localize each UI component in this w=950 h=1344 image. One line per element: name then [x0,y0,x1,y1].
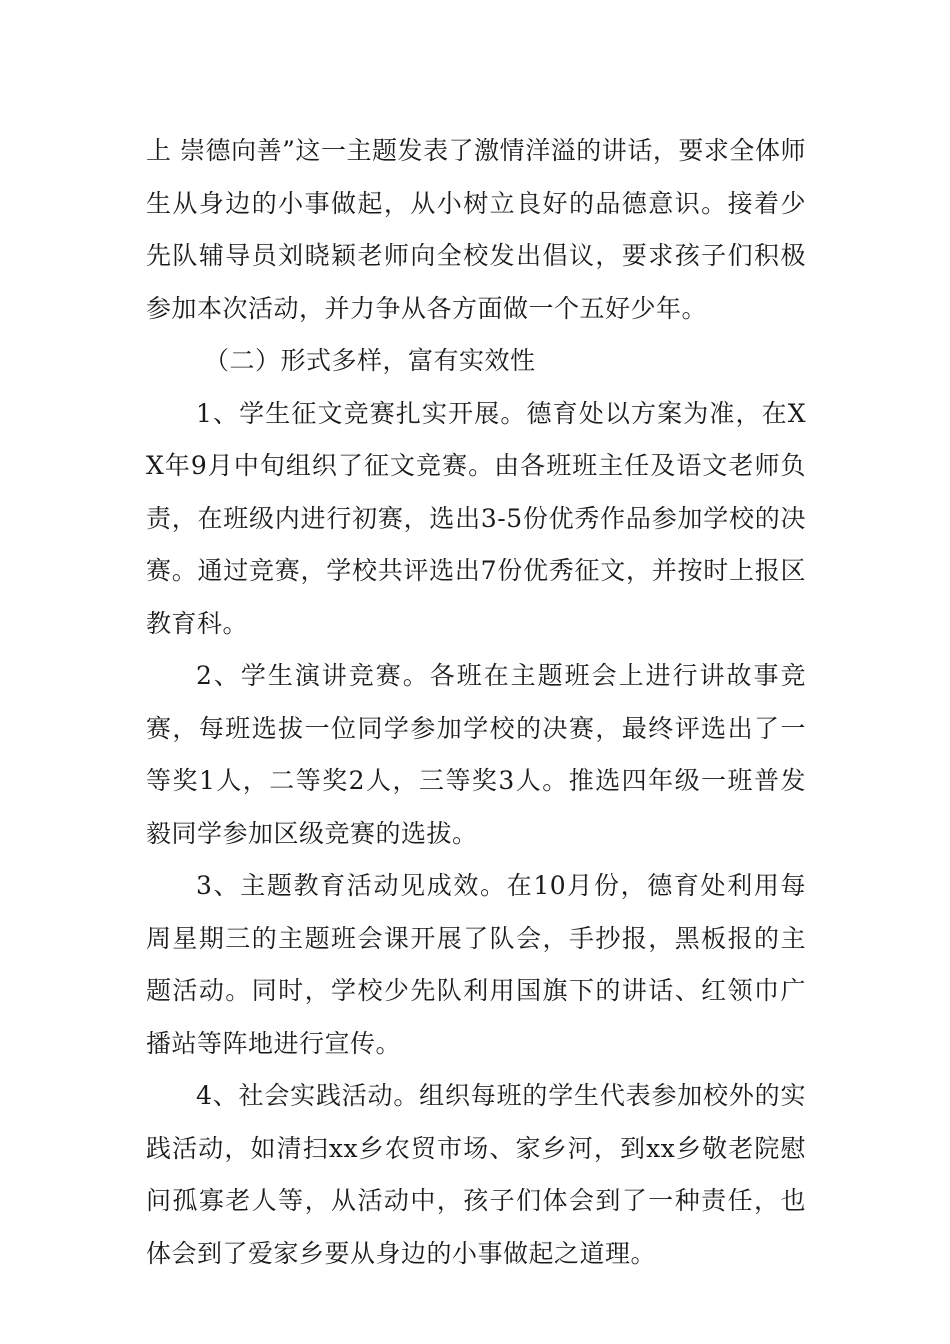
paragraph-speech-summary: 上 崇德向善”这一主题发表了激情洋溢的讲话，要求全体师生从身边的小事做起，从小树立良好的品德意识。接着少先队辅导员刘晓颖老师向全校发出倡议，要求孩子们积极参加本次活动，并力争从各方面做一个五好少年。 [146,136,806,323]
document-body [146,125,806,1280]
paragraph-theme-education: 3、主题教育活动见成效。在10月份，德育处利用每周星期三的主题班会课开展了队会，手抄报，黑板报的主题活动。同时，学校少先队利用国旗下的讲话、红领巾广播站等阵地进行宣传。 [146,871,806,1058]
paragraph-social-practice: 4、社会实践活动。组织每班的学生代表参加校外的实践活动，如清扫xx乡农贸市场、家乡河，到xx乡敬老院慰问孤寡老人等，从活动中，孩子们体会到了一种责任，也体会到了爱家乡要从身边的小事做起之道理。 [146,1081,806,1268]
section-heading-forms: （二）形式多样，富有实效性 [204,346,536,375]
paragraph-essay-contest: 1、学生征文竞赛扎实开展。德育处以方案为准，在XX年9月中旬组织了征文竞赛。由各班班主任及语文老师负责，在班级内进行初赛，选出3-5份优秀作品参加学校的决赛。通过竞赛，学校共评选出7份优秀征文，并按时上报区教育科。 [146,398,806,638]
paragraph-speech-contest: 2、学生演讲竞赛。各班在主题班会上进行讲故事竞赛，每班选拔一位同学参加学校的决赛，最终评选出了一等奖1人，二等奖2人，三等奖3人。推选四年级一班普发毅同学参加区级竞赛的选拔。 [146,661,806,848]
